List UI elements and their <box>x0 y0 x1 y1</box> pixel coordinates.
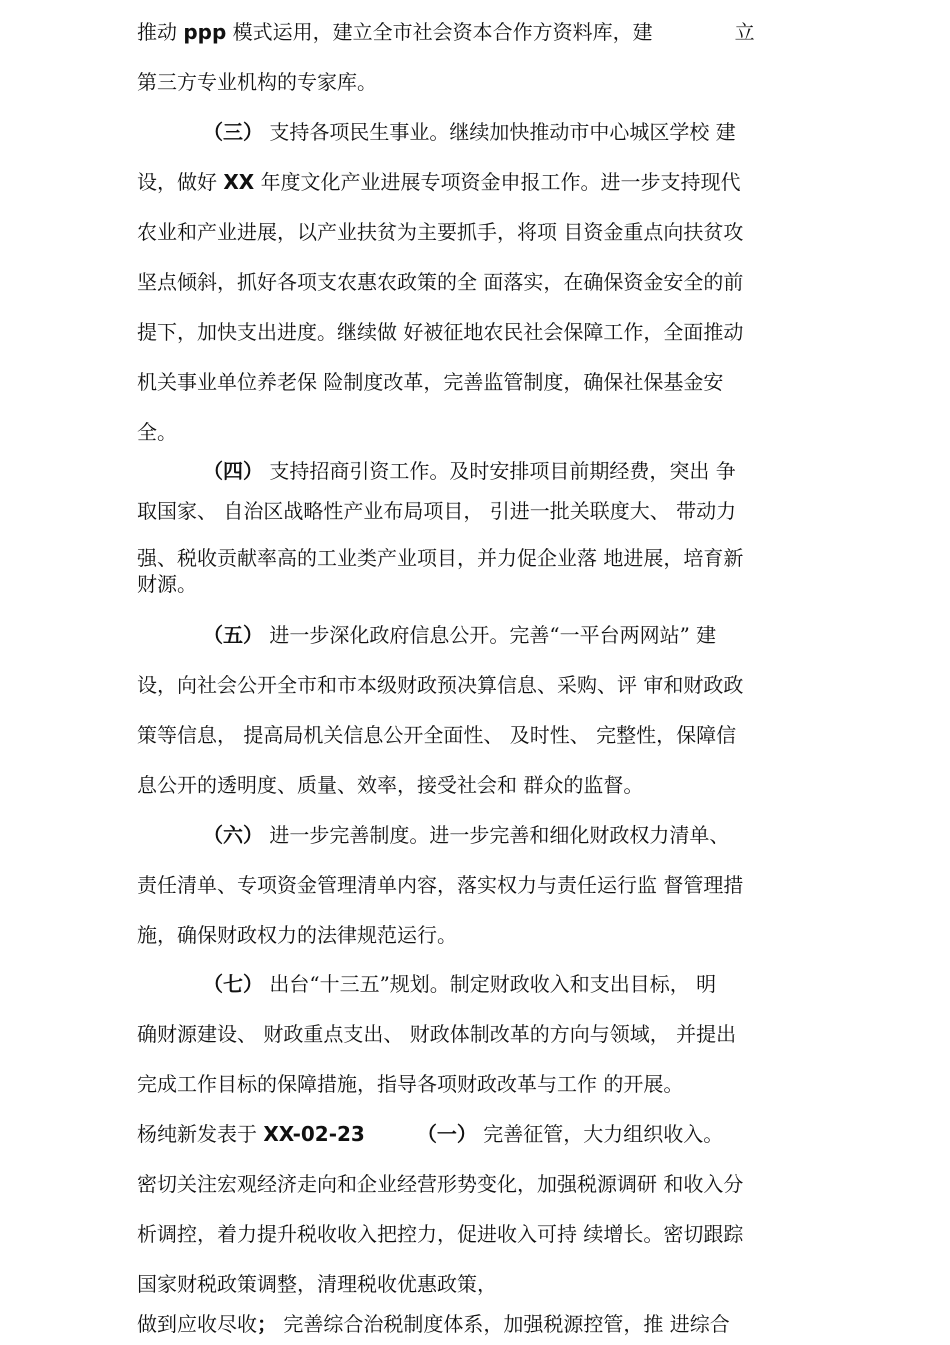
section-heading-line <box>203 822 805 848</box>
text-segment: 出台“十三五”规划。制定财政收入和支出目标， 明 <box>269 972 717 996</box>
text-line: 坚点倾斜，抓好各项支农惠农政策的全 面落实，在确保资金安全的前 <box>137 270 744 294</box>
text-line <box>137 19 805 45</box>
text-line: 农业和产业进展，以产业扶贫为主要抓手，将项 目资金重点向扶贫攻 <box>137 220 744 244</box>
text-line: 策等信息， 提高局机关信息公开全面性、 及时性、 完整性，保障信 <box>137 723 737 747</box>
section-number: （一） <box>416 1122 477 1146</box>
section-number: （七） <box>203 972 263 996</box>
text-line: 完成工作目标的保障措施，指导各项财政改革与工作 的开展。 <box>137 1072 684 1096</box>
text-line: 施，确保财政权力的法律规范运行。 <box>137 923 457 947</box>
text-segment: 年度文化产业进展专项资金申报工作。进一步支持现代 <box>260 170 741 194</box>
section-number: （四） <box>203 459 263 483</box>
text-segment: 支持招商引资工作。及时安排项目前期经费，突出 争 <box>269 459 736 483</box>
text-line <box>137 1121 805 1147</box>
text-line: 息公开的透明度、质量、效率，接受社会和 群众的监督。 <box>137 773 644 797</box>
text-segment: 进一步深化政府信息公开。完善“一平台两网站” 建 <box>269 623 717 647</box>
author-byline: 杨纯新发表于 <box>137 1122 257 1146</box>
section-number: （五） <box>203 623 263 647</box>
text-segment: 进一步完善制度。进一步完善和细化财政权力清单、 <box>269 823 730 847</box>
text-segment-bold: XX <box>223 170 255 194</box>
text-segment: 完善征管，大力组织收入。 <box>483 1122 724 1146</box>
text-segment-bold: ppp <box>183 20 227 44</box>
text-segment: 设，做好 <box>137 170 217 194</box>
text-line: 密切关注宏观经济走向和企业经营形势变化，加强税源调研 和收入分 <box>137 1172 744 1196</box>
text-line: 设，向社会公开全市和市本级财政预决算信息、采购、评 审和财政政 <box>137 673 744 697</box>
text-segment: 支持各项民生事业。继续加快推动市中心城区学校 建 <box>269 120 736 144</box>
text-line: 强、税收贡献率高的工业类产业项目，并力促企业落 地进展，培育新 <box>137 546 744 570</box>
text-segment-bold: ； <box>257 1312 277 1336</box>
text-segment: 完善综合治税制度体系，加强税源控管，推 进综合 <box>283 1312 730 1336</box>
text-segment: 做到应收尽收 <box>137 1312 257 1336</box>
text-segment: 立 <box>734 20 755 44</box>
section-heading-line <box>203 119 805 145</box>
section-heading-line <box>203 458 805 484</box>
text-line <box>137 169 805 195</box>
text-line: 财源。 <box>137 572 197 596</box>
text-segment: 推动 <box>137 20 177 44</box>
text-line: 国家财税政策调整，清理税收优惠政策， <box>137 1272 497 1296</box>
section-number: （六） <box>203 823 263 847</box>
text-line: 机关事业单位养老保 险制度改革，完善监管制度，确保社保基金安 <box>137 370 724 394</box>
publish-date: XX-02-23 <box>263 1122 365 1146</box>
text-line: 全。 <box>137 420 177 444</box>
text-line: 确财源建设、 财政重点支出、 财政体制改革的方向与领域， 并提出 <box>137 1022 737 1046</box>
text-line: 取国家、 自治区战略性产业布局项目， 引进一批关联度大、 带动力 <box>137 499 737 523</box>
text-line: 提下，加快支出进度。继续做 好被征地农民社会保障工作，全面推动 <box>137 320 744 344</box>
text-line: 析调控，着力提升税收收入把控力，促进收入可持 续增长。密切跟踪 <box>137 1222 744 1246</box>
text-line <box>137 1311 805 1337</box>
text-line: 第三方专业机构的专家库。 <box>137 70 377 94</box>
section-heading-line <box>203 971 805 997</box>
text-line: 责任清单、专项资金管理清单内容，落实权力与责任运行监 督管理措 <box>137 873 744 897</box>
section-number: （三） <box>203 120 263 144</box>
text-segment: 模式运用，建立全市社会资本合作方资料库，建 <box>232 20 653 44</box>
section-heading-line <box>203 622 805 648</box>
